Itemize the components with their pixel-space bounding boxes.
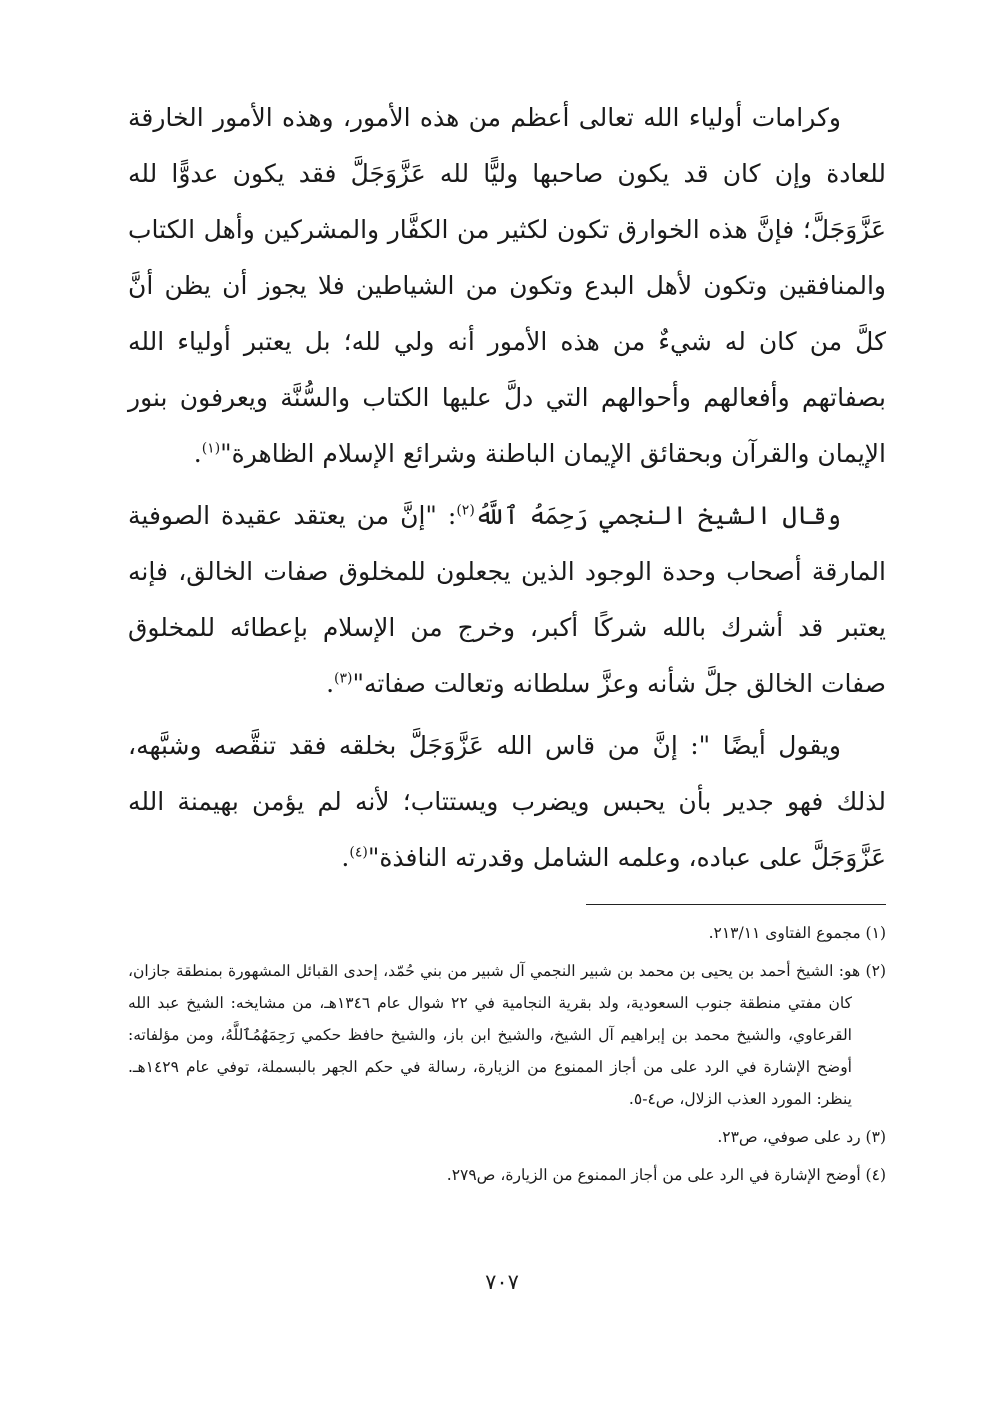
main-text bbox=[128, 90, 886, 886]
paragraph-najmi-quote: وقال الشيخ النجمي رَحِمَهُ ٱللَّهُ$^{(٢)}$: "إنَّ من يعتقد عقيدة الصوفية المارقة أصحاب وحدة الوجود الذين يجعلون للمخلوق صفات الخالق، فإنه يعتبر قد أشرك بالله شركًا أكبر، وخرج من الإسلام بإعطائه للمخلوق صفات الخالق جلَّ شأنه وعزَّ سلطانه وتعالت صفاته"$^{(٣)}$. bbox=[128, 501, 886, 698]
footnote-ref-4[interactable]: (٤) bbox=[349, 844, 368, 861]
paragraph-qiyas: ويقول أيضًا ": إنَّ من قاس الله عَزَّوَجَلَّ بخلقه فقد تنقَّصه وشبَّهه، لذلك فهو جدير بأن يحبس ويضرب ويستتاب؛ لأنه لم يؤمن بهيمنة الله عَزَّوَجَلَّ على عباده، وعلمه الشامل وقدرته النافذة"$^{(٤)}$. bbox=[128, 731, 886, 872]
footnote-ref-2[interactable]: (٢) bbox=[456, 502, 475, 519]
footnote-2: (٢) هو: الشيخ أحمد بن يحيى بن محمد بن شبير النجمي آل شبير من بني حُمّد، إحدى القبائل المشهورة بمنطقة جازان، كان مفتي منطقة جنوب السعودية، ولد بقرية النجامية في ٢٢ شوال عام ١٣٤٦هـ، من مشايخه: الشيخ عبد الله القرعاوي، والشيخ محمد بن إبراهيم آل الشيخ، والشيخ ابن باز، والشيخ حافظ حكمي رَحِمَهُمُٱللَّهُ، ومن مؤلفاته: أوضح الإشارة في الرد على من أجاز الممنوع من الزيارة، رسالة في حكم الجهر بالبسملة، توفي عام ١٤٢٩هـ. ينظر: المورد العذب الزلال، ص٤-٥. bbox=[128, 962, 886, 1108]
footnote-4: (٤) أوضح الإشارة في الرد على من أجاز الممنوع من الزيارة، ص٢٧٩. bbox=[446, 1166, 886, 1184]
page-content bbox=[128, 90, 886, 1197]
footnote-separator bbox=[586, 904, 886, 905]
footnote-1: (١) مجموع الفتاوى ٢١٣/١١. bbox=[708, 924, 886, 942]
paragraph-karamat: وكرامات أولياء الله تعالى أعظم من هذه الأمور، وهذه الأمور الخارقة للعادة وإن كان قد يكون صاحبها وليًّا لله عَزَّوَجَلَّ فقد يكون عدوًّا لله عَزَّوَجَلَّ؛ فإنَّ هذه الخوارق تكون لكثير من الكفَّار والمشركين وأهل الكتاب والمنافقين وتكون لأهل البدع وتكون من الشياطين فلا يجوز أن يظن أنَّ كلَّ من كان له شيءٌ من هذه الأمور أنه ولي لله؛ بل يعتبر أولياء الله بصفاتهم وأفعالهم وأحوالهم التي دلَّ عليها الكتاب والسُّنَّة ويعرفون بنور الإيمان والقرآن وبحقائق الإيمان الباطنة وشرائع الإسلام الظاهرة"$^{(١)}$. bbox=[128, 103, 886, 468]
footnotes bbox=[128, 917, 886, 1191]
page-number: ٧٠٧ bbox=[485, 1270, 519, 1294]
footnote-ref-1[interactable]: (١) bbox=[201, 440, 221, 457]
footnote-3: (٣) رد على صوفي، ص٢٣. bbox=[717, 1128, 886, 1146]
footnote-ref-3[interactable]: (٣) bbox=[334, 670, 353, 687]
